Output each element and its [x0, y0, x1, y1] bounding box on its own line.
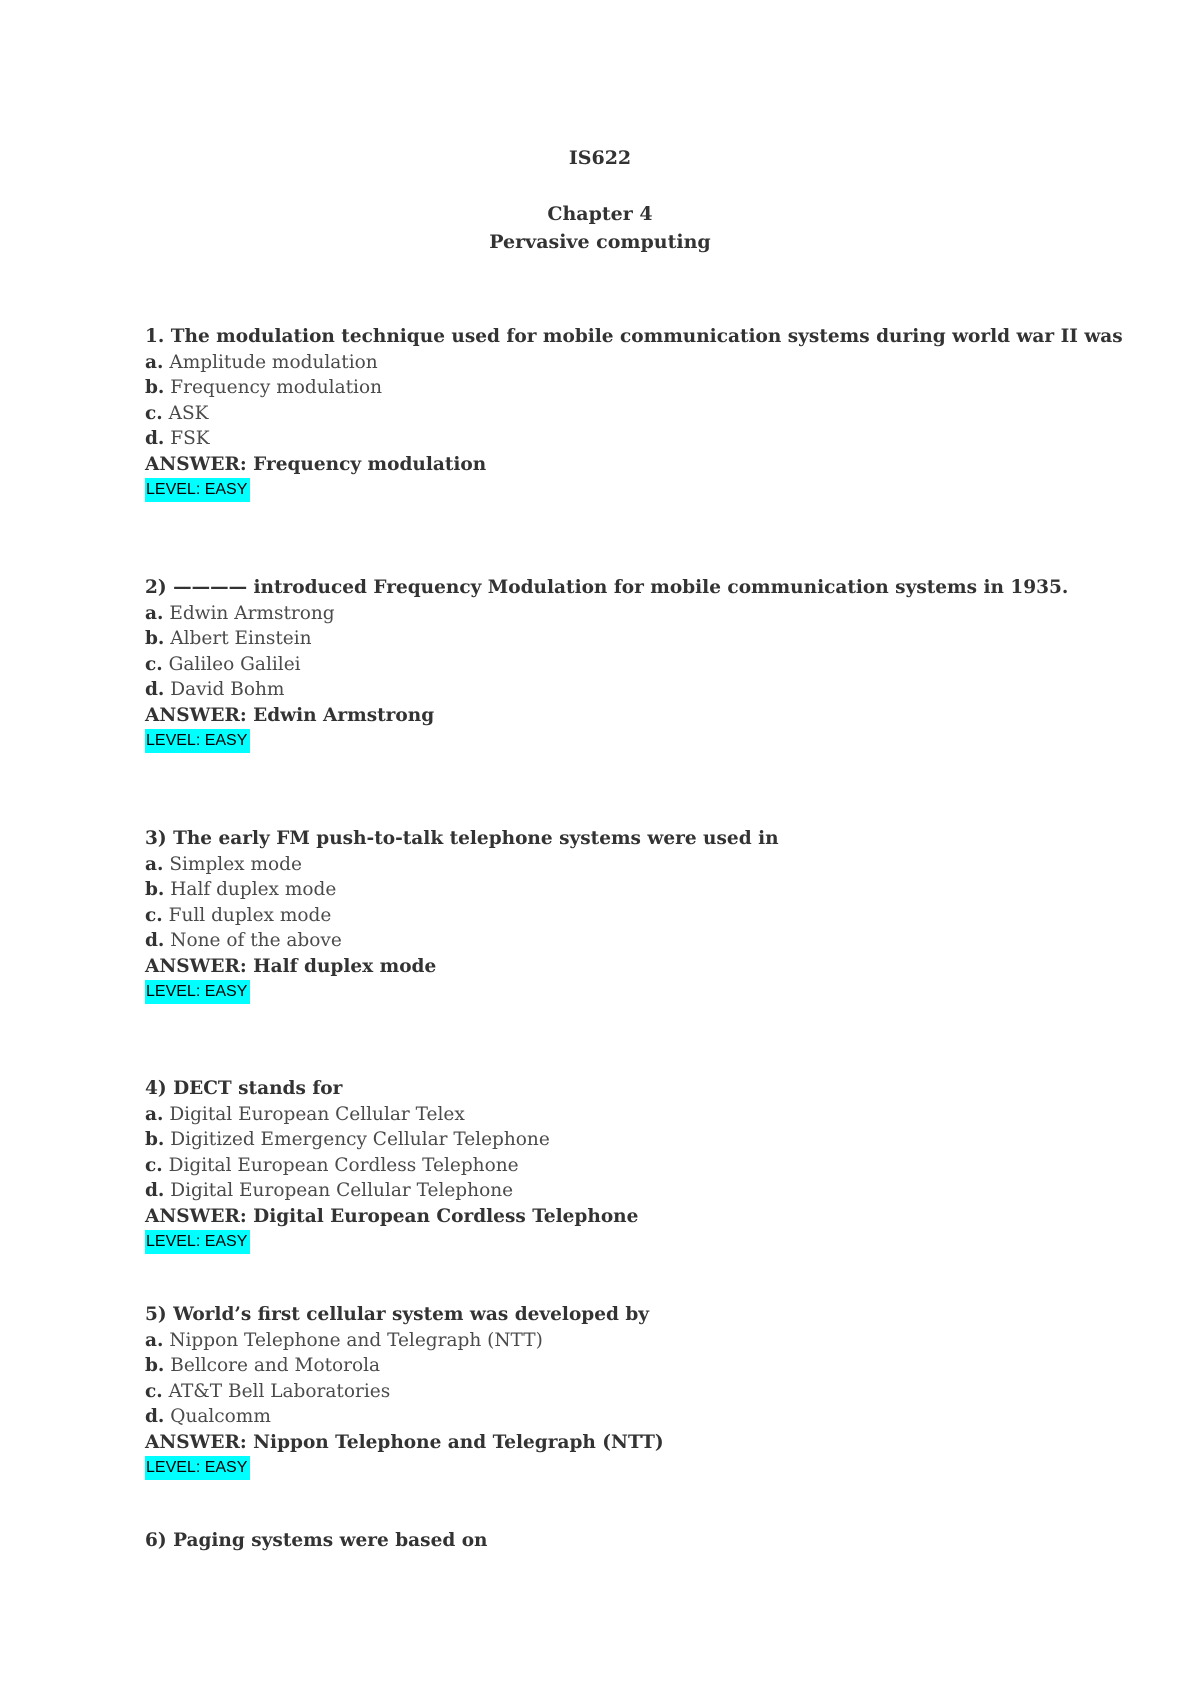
option-d [145, 677, 1145, 703]
option-b [145, 375, 1145, 401]
option-b [145, 1353, 1145, 1379]
question-text: 6) Paging systems were based on [145, 1530, 488, 1551]
option-letter: a. [145, 1103, 164, 1125]
topic-title: Pervasive computing [489, 231, 711, 253]
answer-line: ANSWER: Half duplex mode [145, 955, 437, 977]
option-letter: a. [145, 351, 164, 373]
question-text: 2) ———— introduced Frequency Modulation for mobile communication systems in 1935. [145, 577, 1069, 598]
option-letter: d. [145, 679, 165, 700]
option-b [145, 626, 1145, 652]
course-code: IS622 [568, 147, 632, 169]
option-letter: c. [145, 402, 163, 424]
answer-line: ANSWER: Nippon Telephone and Telegraph (NTT) [145, 1431, 664, 1453]
question-block-2 [145, 575, 1145, 753]
answer-line: ANSWER: Frequency modulation [145, 453, 487, 475]
option-text: Simplex mode [169, 853, 302, 875]
option-text: David Bohm [170, 679, 285, 700]
option-d [145, 1178, 1145, 1204]
option-letter: c. [145, 1154, 163, 1176]
option-letter: d. [145, 930, 165, 951]
option-letter: b. [145, 1129, 165, 1150]
option-letter: b. [145, 628, 165, 649]
option-letter: a. [145, 602, 164, 624]
option-d [145, 1404, 1145, 1430]
option-d [145, 426, 1145, 452]
option-text: Edwin Armstrong [169, 602, 335, 624]
option-text: Full duplex mode [168, 904, 332, 926]
option-text: AT&T Bell Laboratories [168, 1380, 391, 1402]
chapter-title: Chapter 4 [547, 203, 653, 225]
answer-line: ANSWER: Digital European Cordless Telephone [145, 1205, 639, 1227]
option-text: Digitized Emergency Cellular Telephone [170, 1129, 550, 1150]
option-letter: a. [145, 1329, 164, 1351]
option-text: Half duplex mode [170, 879, 337, 900]
option-letter: d. [145, 1406, 165, 1427]
option-text: Bellcore and Motorola [170, 1355, 381, 1376]
option-letter: b. [145, 1355, 165, 1376]
option-a [145, 350, 1145, 376]
level-badge: LEVEL: EASY [145, 1456, 250, 1480]
option-text: Amplitude modulation [169, 351, 378, 373]
option-letter: c. [145, 1380, 163, 1402]
option-b [145, 877, 1145, 903]
option-letter: d. [145, 1180, 165, 1201]
level-badge: LEVEL: EASY [145, 1230, 250, 1254]
option-text: FSK [170, 428, 210, 449]
option-a [145, 601, 1145, 627]
option-c [145, 903, 1145, 929]
question-text: 5) World’s first cellular system was developed by [145, 1304, 650, 1325]
option-b [145, 1127, 1145, 1153]
option-a [145, 852, 1145, 878]
option-text: Frequency modulation [170, 377, 383, 398]
option-letter: b. [145, 879, 165, 900]
option-text: Digital European Cordless Telephone [168, 1154, 519, 1176]
question-text: 4) DECT stands for [145, 1078, 343, 1099]
answer-line: ANSWER: Edwin Armstrong [145, 704, 435, 726]
option-text: ASK [168, 402, 209, 424]
option-text: Galileo Galilei [168, 653, 301, 675]
option-c [145, 401, 1145, 427]
question-block-1 [145, 324, 1145, 502]
option-d [145, 928, 1145, 954]
level-badge: LEVEL: EASY [145, 478, 250, 502]
option-letter: c. [145, 653, 163, 675]
question-text: 1. The modulation technique used for mobile communication systems during world war II was [145, 326, 1123, 347]
option-text: None of the above [170, 930, 342, 951]
question-block-3 [145, 826, 1145, 1004]
option-a [145, 1102, 1145, 1128]
question-block-4 [145, 1076, 1145, 1254]
level-badge: LEVEL: EASY [145, 729, 250, 753]
option-text: Digital European Cellular Telex [169, 1103, 465, 1125]
option-letter: d. [145, 428, 165, 449]
option-c [145, 1379, 1145, 1405]
option-letter: b. [145, 377, 165, 398]
question-block-6 [145, 1528, 1145, 1554]
option-a [145, 1328, 1145, 1354]
option-c [145, 1153, 1145, 1179]
level-badge: LEVEL: EASY [145, 980, 250, 1004]
option-text: Digital European Cellular Telephone [170, 1180, 514, 1201]
option-c [145, 652, 1145, 678]
option-text: Qualcomm [170, 1406, 271, 1427]
option-letter: a. [145, 853, 164, 875]
question-block-5 [145, 1302, 1145, 1480]
option-letter: c. [145, 904, 163, 926]
option-text: Nippon Telephone and Telegraph (NTT) [169, 1329, 543, 1351]
option-text: Albert Einstein [170, 628, 312, 649]
question-text: 3) The early FM push-to-talk telephone systems were used in [145, 828, 779, 849]
